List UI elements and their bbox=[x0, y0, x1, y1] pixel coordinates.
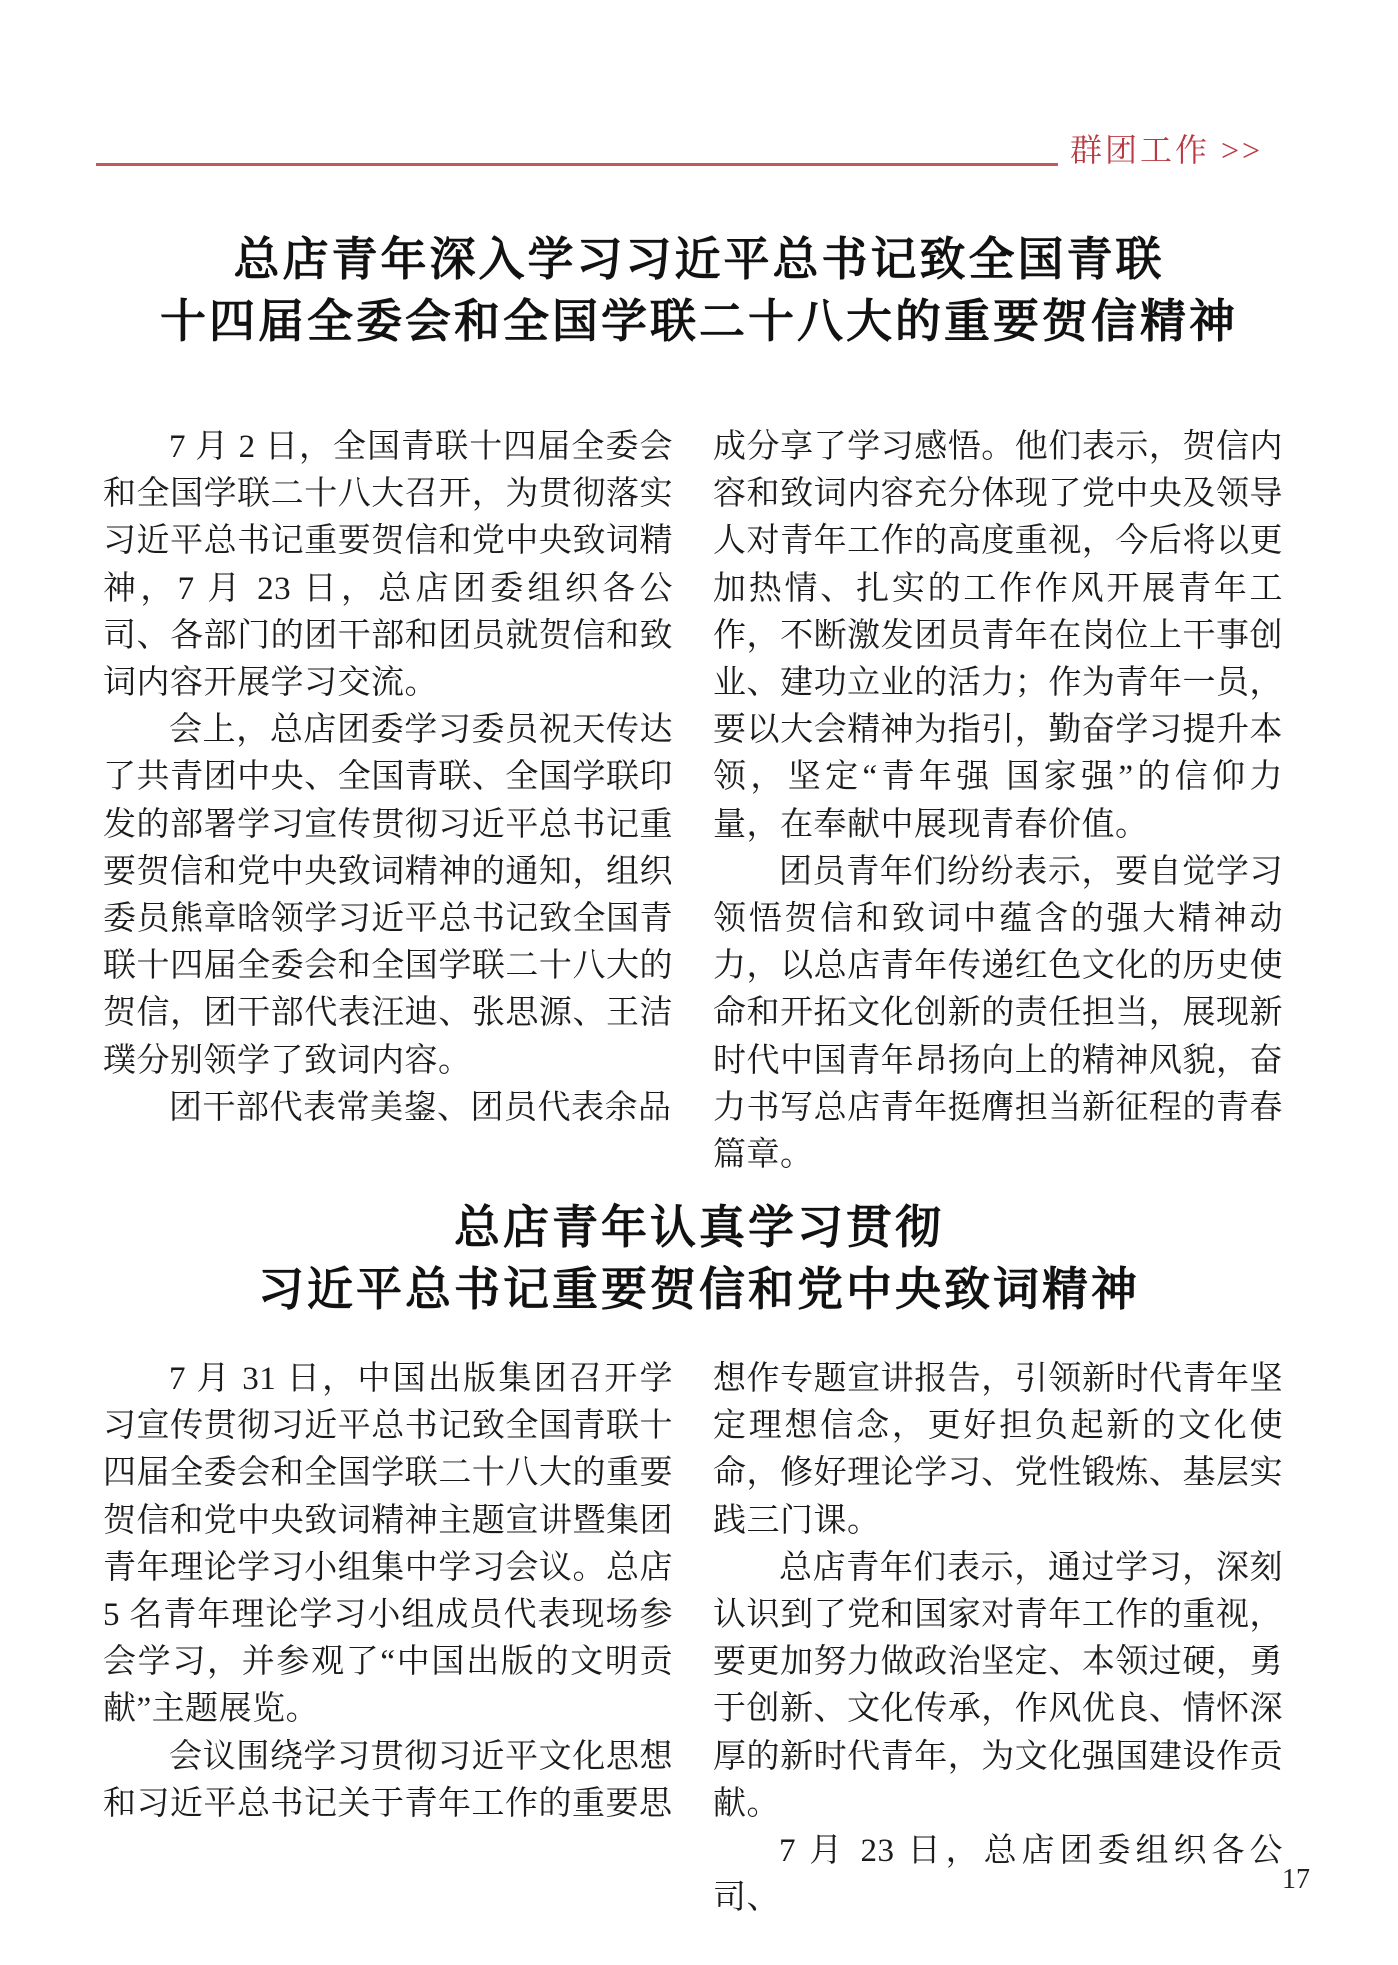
paragraph: 想作专题宣讲报告，引领新时代青年坚定理想信念，更好担负起新的文化使命，修好理论学习、党性锻炼、基层实践三门课。 bbox=[713, 1361, 1283, 1539]
header-divider-rule bbox=[96, 163, 1058, 166]
page-number: 17 bbox=[1282, 1864, 1310, 1895]
paragraph: 7 月 23 日，总店团委组织各公司、 bbox=[713, 1833, 1283, 1917]
paragraph: 团员青年们纷纷表示，要自觉学习领悟贺信和致词中蕴含的强大精神动力，以总店青年传递红色文化的历史使命和开拓文化创新的责任担当，展现新时代中国青年昂扬向上的精神风貌，奋力书写总店青年挺膺担当新征程的青春篇章。 bbox=[713, 853, 1283, 1174]
paragraph: 7 月 31 日，中国出版集团召开学习宣传贯彻习近平总书记致全国青联十四届全委会和全国学联二十八大的重要贺信和党中央致词精神主题宣讲暨集团青年理论学习小组集中学习会议。总店 5 名青年理论学习小组成员代表现场参会学习，并参观了“中国出版的文明贡献”主题展览。 bbox=[103, 1361, 673, 1728]
article-1-right-column bbox=[713, 424, 1283, 1179]
paragraph: 会议围绕学习贯彻习近平文化思想和习近平总书记关于青年工作的重要思 bbox=[103, 1738, 673, 1822]
paragraph: 7 月 2 日，全国青联十四届全委会和全国学联二十八大召开，为贯彻落实习近平总书记重要贺信和党中央致词精神，7 月 23 日，总店团委组织各公司、各部门的团干部和团员就贺信和致词内容开展学习交流。 bbox=[103, 429, 673, 702]
article-2-title-line-1: 总店青年认真学习贯彻 bbox=[454, 1201, 944, 1253]
article-1-title-line-1: 总店青年深入学习习近平总书记致全国青联 bbox=[233, 233, 1165, 285]
paragraph: 团干部代表常美鋆、团员代表余品 bbox=[169, 1089, 672, 1126]
article-1-left-column bbox=[103, 424, 673, 1132]
section-label: 群团工作 >> bbox=[1070, 132, 1264, 168]
article-2-right-column bbox=[713, 1356, 1283, 1922]
article-1-title bbox=[95, 228, 1303, 352]
article-2-title-line-2: 习近平总书记重要贺信和党中央致词精神 bbox=[258, 1263, 1140, 1315]
paragraph: 成分享了学习感悟。他们表示，贺信内容和致词内容充分体现了党中央及领导人对青年工作的高度重视，今后将以更加热情、扎实的工作作风开展青年工作，不断激发团员青年在岗位上干事创业、建功立业的活力；作为青年一员，要以大会精神为指引，勤奋学习提升本领，坚定“青年强 国家强”的信仰力量，在奉献中展现青春价值。 bbox=[713, 429, 1283, 843]
paragraph: 总店青年们表示，通过学习，深刻认识到了党和国家对青年工作的重视，要更加努力做政治坚定、本领过硬，勇于创新、文化传承，作风优良、情怀深厚的新时代青年，为文化强国建设作贡献。 bbox=[713, 1549, 1283, 1822]
article-1-title-line-2: 十四届全委会和全国学联二十八大的重要贺信精神 bbox=[160, 295, 1238, 347]
article-2-left-column bbox=[103, 1356, 673, 1828]
article-2-title bbox=[95, 1196, 1303, 1320]
paragraph: 会上，总店团委学习委员祝天传达了共青团中央、全国青联、全国学联印发的部署学习宣传贯彻习近平总书记重要贺信和党中央致词精神的通知，组织委员熊章晗领学习近平总书记致全国青联十四届全委会和全国学联二十八大的贺信，团干部代表汪迪、张思源、王洁璞分别领学了致词内容。 bbox=[103, 712, 673, 1079]
